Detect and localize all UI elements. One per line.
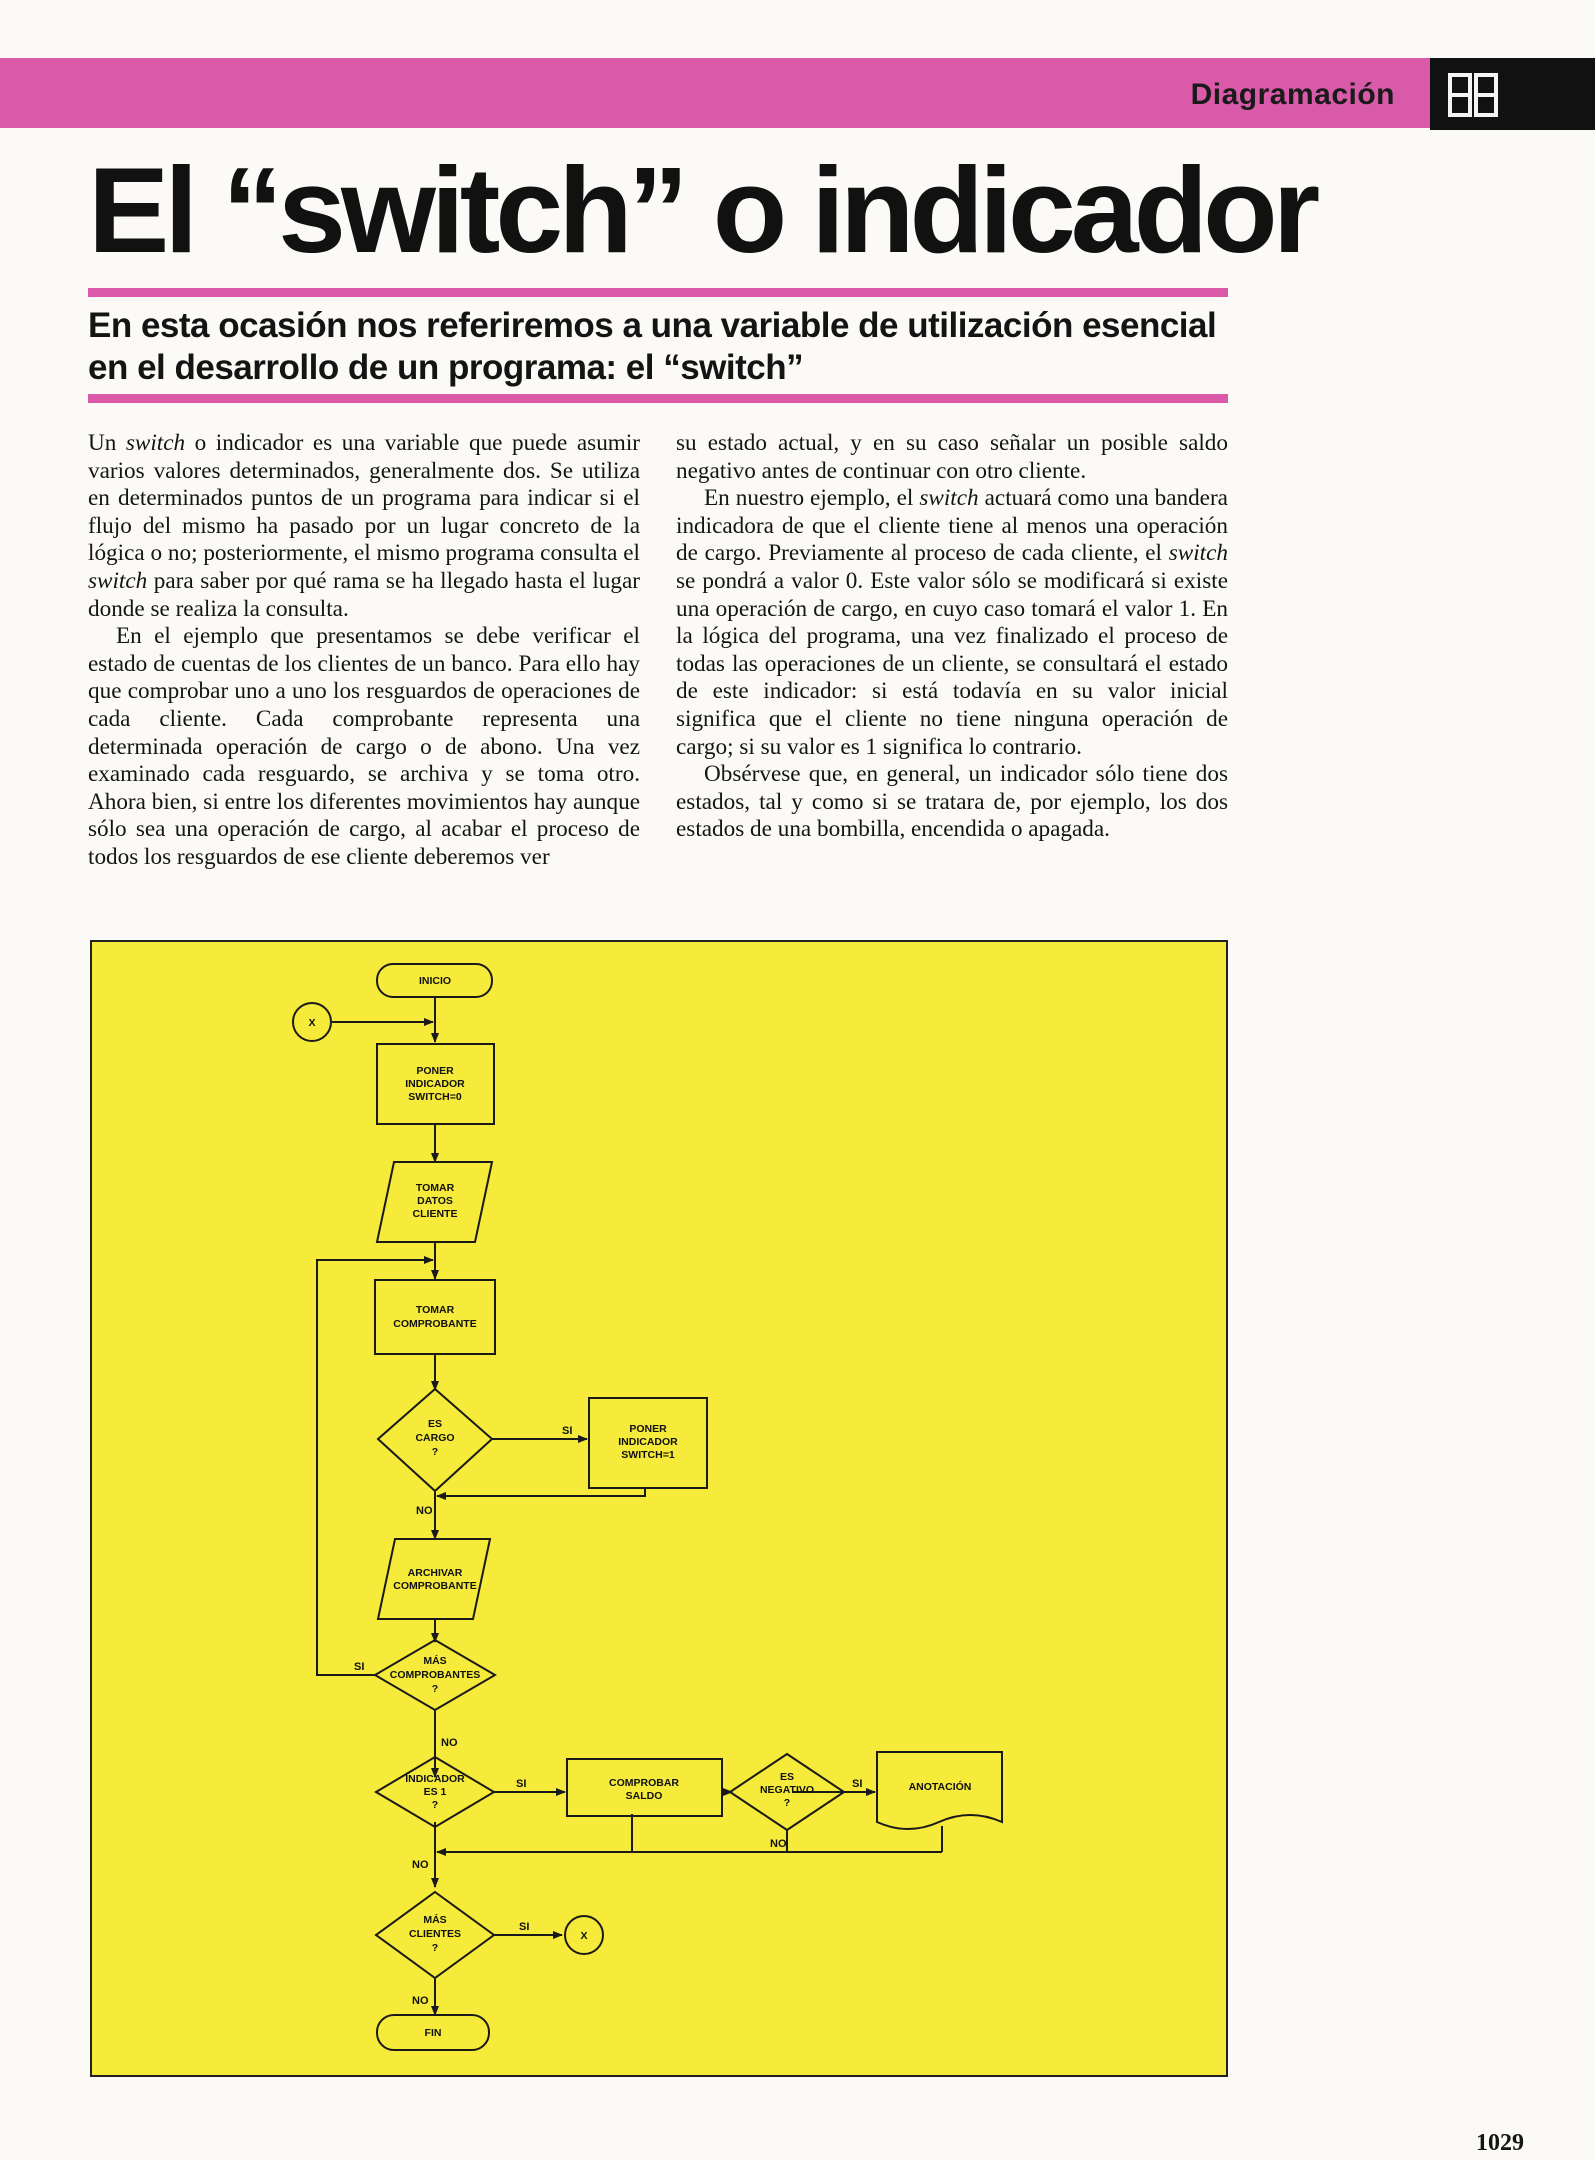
- page-title: El “switch” o indicador: [88, 142, 1316, 278]
- no-label: NO: [770, 1838, 787, 1850]
- poner-switch-1-box: [589, 1398, 707, 1488]
- svg-text:INDICADOR: INDICADOR: [405, 1078, 465, 1090]
- poner-switch-0-box: [377, 1044, 494, 1124]
- subtitle: En esta ocasión nos referiremos a una variable de utilización esencial en el desarrollo de un programa: el “switch”: [88, 306, 1217, 387]
- svg-text:COMPROBAR: COMPROBAR: [609, 1777, 679, 1789]
- es-cargo-decision: [378, 1389, 492, 1491]
- mas-comprobantes-decision: [375, 1640, 495, 1710]
- svg-text:ANOTACIÓN: ANOTACIÓN: [908, 1781, 972, 1793]
- svg-text:COMPROBANTE: COMPROBANTE: [393, 1580, 477, 1592]
- no-label: NO: [412, 1859, 429, 1871]
- svg-text:CARGO: CARGO: [415, 1432, 455, 1444]
- double-panel-icon: [1447, 72, 1499, 118]
- paragraph: En el ejemplo que presentamos se debe verificar el estado de cuentas de los clientes de un banco. Para ello hay que comprobar uno a uno los resguardos de operaciones de cada cliente. Cada comprobante representa una determinada operación de cargo o de abono. Una vez examinado cada resguardo, se archiva y se toma otro. Ahora bien, si entre los diferentes movimientos hay aunque sólo sea una operación de cargo, al acabar el proceso de todos los resguardos de ese cliente deberemos ver: [88, 623, 640, 870]
- svg-text:?: ?: [431, 1799, 439, 1811]
- svg-text:NEGATIVO: NEGATIVO: [759, 1784, 815, 1796]
- column-left: [88, 430, 640, 872]
- svg-text:INDICADOR: INDICADOR: [405, 1773, 465, 1785]
- si-label: SI: [354, 1661, 365, 1673]
- svg-text:ES 1: ES 1: [423, 1786, 447, 1798]
- mas-clientes-decision: [376, 1892, 494, 1978]
- paragraph: Obsérvese que, en general, un indicador sólo tiene dos estados, tal y como si se tratara de, por ejemplo, los dos estados de una bombilla, encendida o apagada.: [676, 761, 1228, 843]
- svg-text:SALDO: SALDO: [625, 1790, 663, 1802]
- svg-text:TOMAR: TOMAR: [415, 1182, 455, 1194]
- si-label: SI: [852, 1778, 863, 1790]
- svg-text:ES: ES: [427, 1418, 443, 1430]
- pink-rule-top: [88, 288, 1228, 297]
- svg-text:?: ?: [431, 1446, 439, 1458]
- si-label: SI: [562, 1425, 573, 1437]
- flowchart-lines: [317, 997, 942, 2015]
- svg-text:X: X: [580, 1930, 588, 1942]
- svg-text:TOMAR: TOMAR: [415, 1304, 455, 1316]
- flowchart: [90, 940, 1228, 2077]
- no-label: NO: [416, 1505, 433, 1517]
- si-label: SI: [516, 1778, 527, 1790]
- svg-text:ARCHIVAR: ARCHIVAR: [407, 1567, 463, 1579]
- no-label: NO: [441, 1737, 458, 1749]
- svg-text:DATOS: DATOS: [417, 1195, 453, 1207]
- svg-text:SWITCH=0: SWITCH=0: [408, 1091, 462, 1103]
- svg-text:ES: ES: [779, 1771, 795, 1783]
- svg-text:MÁS: MÁS: [423, 1914, 447, 1926]
- comprobar-saldo-box: [567, 1759, 722, 1816]
- paragraph: Un switch o indicador es una variable que puede asumir varios valores determinados, generalmente dos. Se utiliza en determinados puntos de un programa para indicar si el flujo del mismo ha pasado por un lugar concreto de la lógica o no; posteriormente, el mismo programa consulta el switch para saber por qué rama se ha llegado hasta el lugar donde se realiza la consulta.: [88, 430, 640, 622]
- tomar-comprobante-box: [375, 1280, 495, 1354]
- anotacion-document: [877, 1752, 1002, 1829]
- svg-text:MÁS: MÁS: [423, 1655, 447, 1667]
- svg-text:SWITCH=1: SWITCH=1: [621, 1449, 675, 1461]
- svg-text:CLIENTES: CLIENTES: [409, 1928, 461, 1940]
- pink-rule-bottom: [88, 394, 1228, 403]
- inicio-terminal: [377, 964, 492, 997]
- svg-text:INDICADOR: INDICADOR: [618, 1436, 678, 1448]
- svg-text:FIN: FIN: [424, 2027, 442, 2039]
- connector-x-start: [293, 1003, 331, 1041]
- svg-text:PONER: PONER: [416, 1065, 454, 1077]
- fin-terminal: [377, 2015, 489, 2050]
- svg-text:?: ?: [431, 1683, 439, 1695]
- column-right: [676, 430, 1228, 844]
- svg-text:PONER: PONER: [629, 1423, 667, 1435]
- svg-text:X: X: [308, 1017, 316, 1029]
- page-number: 1029: [1476, 2130, 1524, 2156]
- archivar-comprobante-io: [378, 1539, 490, 1619]
- svg-text:CLIENTE: CLIENTE: [412, 1208, 458, 1220]
- section-label: Diagramación: [1190, 78, 1395, 111]
- svg-text:?: ?: [783, 1797, 791, 1809]
- svg-text:?: ?: [431, 1942, 439, 1954]
- no-label: NO: [412, 1995, 429, 2007]
- connector-x-end: [565, 1916, 603, 1954]
- svg-text:INICIO: INICIO: [418, 975, 452, 987]
- tomar-datos-io: [377, 1162, 492, 1242]
- paragraph: En nuestro ejemplo, el switch actuará como una bandera indicadora de que el cliente tiene al menos una operación de cargo. Previamente al proceso de cada cliente, el switch se pondrá a valor 0. Este valor sólo se modificará si existe una operación de cargo, en cuyo caso tomará el valor 1. En la lógica del programa, una vez finalizado el proceso de todas las operaciones de un cliente, se consultará el estado de este indicador: si está todavía en su valor inicial significa que el cliente no tiene ninguna operación de cargo; si su valor es 1 significa lo contrario.: [676, 485, 1228, 760]
- svg-text:COMPROBANTES: COMPROBANTES: [389, 1669, 481, 1681]
- svg-text:COMPROBANTE: COMPROBANTE: [393, 1318, 477, 1330]
- paragraph: su estado actual, y en su caso señalar un posible saldo negativo antes de continuar con otro cliente.: [676, 430, 1228, 484]
- si-label: SI: [519, 1921, 530, 1933]
